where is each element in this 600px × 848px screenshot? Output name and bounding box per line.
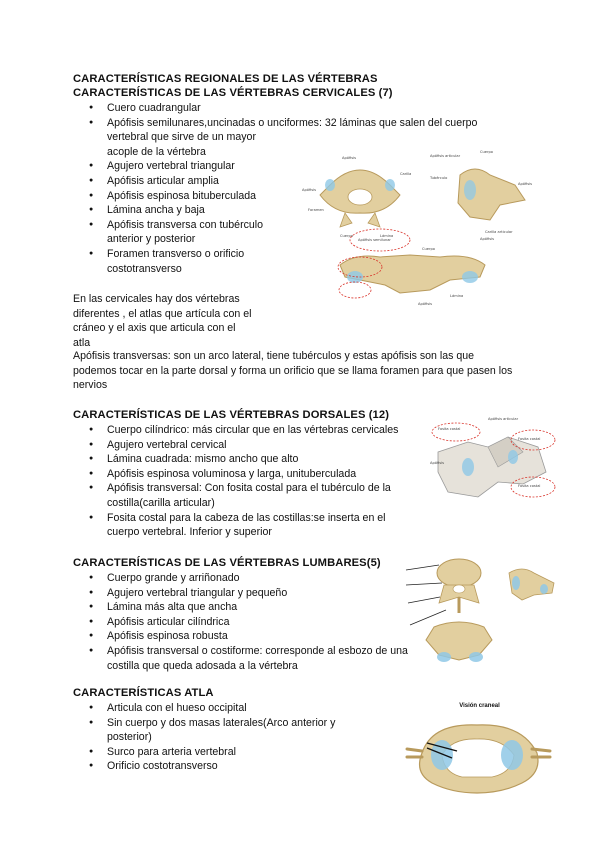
lumbar-heading: CARACTERÍSTICAS DE LAS VÉRTEBRAS LUMBARES(5) <box>73 557 381 569</box>
cervical-superior-view <box>302 156 411 238</box>
svg-text:Fosita costal: Fosita costal <box>518 484 541 488</box>
svg-text:Apófisis: Apófisis <box>342 156 356 160</box>
atlas-figure-caption: Visión craneal <box>459 703 500 709</box>
list-item: ● Orificio costotransverso <box>88 759 348 774</box>
svg-text:Carilla articular: Carilla articular <box>485 230 513 234</box>
svg-text:Fosita costal: Fosita costal <box>518 437 541 441</box>
dorsal-vertebra-figure <box>428 412 558 507</box>
list-item: ● Cuerpo grande y arriñonado <box>88 571 408 586</box>
dorsal-heading: CARACTERÍSTICAS DE LAS VÉRTEBRAS DORSALES (12) <box>73 409 390 421</box>
atlas-list <box>88 701 348 774</box>
transversas-paragraph: Apófisis transversas: son un arco lateral, tiene tubérculos y estas apófisis son las que podemos tocar en la parte dorsal y forma un orificio que se llama foramen para que pasen los nervios <box>73 350 513 392</box>
list-item: ● Lámina cuadrada: mismo ancho que alto <box>88 452 418 467</box>
svg-text:Apófisis articular: Apófisis articular <box>488 417 519 421</box>
atlas-figure <box>402 703 557 803</box>
lumbar-vertebra-illustration <box>404 555 564 670</box>
svg-text:Apófisis: Apófisis <box>430 461 444 465</box>
dorsal-list <box>88 423 418 540</box>
svg-text:Apófisis articular: Apófisis articular <box>430 154 461 158</box>
svg-text:Apófisis semilunar: Apófisis semilunar <box>358 238 391 242</box>
lumbar-list <box>88 571 408 673</box>
svg-text:Lámina: Lámina <box>450 294 464 298</box>
document-title: CARACTERÍSTICAS REGIONALES DE LAS VÉRTEBRAS <box>73 73 378 85</box>
list-item: ● Apófisis semilunares,uncinadas o unciformes: 32 láminas que salen del cuerpo vertebral que sirve de un mayor <box>88 116 507 145</box>
list-item: ● Surco para arteria vertebral <box>88 745 348 760</box>
svg-text:Apófisis: Apófisis <box>302 188 316 192</box>
svg-text:Fosita costal: Fosita costal <box>438 427 461 431</box>
svg-text:Carilla: Carilla <box>400 172 412 176</box>
list-item: ● Fosita costal para la cabeza de las costillas:se inserta en el cuerpo vertebral. Inferior y superior <box>88 511 418 540</box>
list-item: ● Apófisis articular amplia <box>88 174 303 189</box>
list-item: ● Apófisis transversal o costiforme: corresponde al esbozo de una costilla que queda adosada a la vértebra <box>88 644 408 673</box>
svg-text:Apófisis: Apófisis <box>480 237 494 241</box>
cervical-lateral-view <box>429 150 532 234</box>
cervical-vertebra-illustration <box>300 145 540 315</box>
cervical-heading: CARACTERÍSTICAS DE LAS VÉRTEBRAS CERVICALES (7) <box>73 87 393 99</box>
svg-text:Cuerpo: Cuerpo <box>422 247 435 251</box>
list-item: ● Lámina ancha y baja <box>88 203 303 218</box>
list-item: ● Apófisis transversa con tubérculo anterior y posterior <box>88 218 267 247</box>
list-item: ● Foramen transverso o orificio costotransverso <box>88 247 267 276</box>
list-item: ● Apófisis articular cilíndrica <box>88 615 408 630</box>
svg-text:Cuerpo: Cuerpo <box>340 234 353 238</box>
svg-text:Tubérculo: Tubérculo <box>430 176 448 180</box>
svg-text:Apófisis: Apófisis <box>518 182 532 186</box>
list-item: ● Sin cuerpo y dos masas laterales(Arco anterior y posterior) <box>88 716 348 745</box>
list-item: ● Apófisis espinosa robusta <box>88 629 408 644</box>
list-item: ● Cuerpo cilíndrico: más circular que en las vértebras cervicales <box>88 423 418 438</box>
list-item: ● Agujero vertebral triangular <box>88 159 303 174</box>
cervical-note: En las cervicales hay dos vértebras diferentes , el atlas que artícula con el cráneo y el axis que articula con el atla <box>73 293 252 349</box>
list-item: ● Articula con el hueso occipital <box>88 701 348 716</box>
atlas-heading: CARACTERÍSTICAS ATLA <box>73 687 214 699</box>
list-item-continuation: acople de la vértebra <box>107 145 206 158</box>
list-item: ● Lámina más alta que ancha <box>88 600 408 615</box>
list-item: ● Agujero vertebral triangular y pequeño <box>88 586 408 601</box>
list-item: ● Apófisis espinosa voluminosa y larga, unituberculada <box>88 467 418 482</box>
svg-text:Foramen: Foramen <box>308 208 324 212</box>
lumbar-vertebra-figure <box>404 555 564 670</box>
list-item: ● Apófisis espinosa bituberculada <box>88 189 303 204</box>
cervical-anterior-view <box>338 229 494 306</box>
dorsal-vertebra-illustration <box>428 412 558 507</box>
list-item: ● Cuero cuadrangular <box>88 101 303 116</box>
atlas-illustration <box>402 713 557 803</box>
svg-text:Apófisis: Apófisis <box>418 302 432 306</box>
list-item: ● Agujero vertebral cervical <box>88 438 418 453</box>
cervical-vertebra-figure <box>300 145 540 315</box>
list-item: ● Apófisis transversal: Con fosita costal para el tubérculo de la costilla(carilla articular) <box>88 481 418 510</box>
svg-text:Lámina: Lámina <box>380 234 394 238</box>
svg-text:Cuerpo: Cuerpo <box>480 150 493 154</box>
